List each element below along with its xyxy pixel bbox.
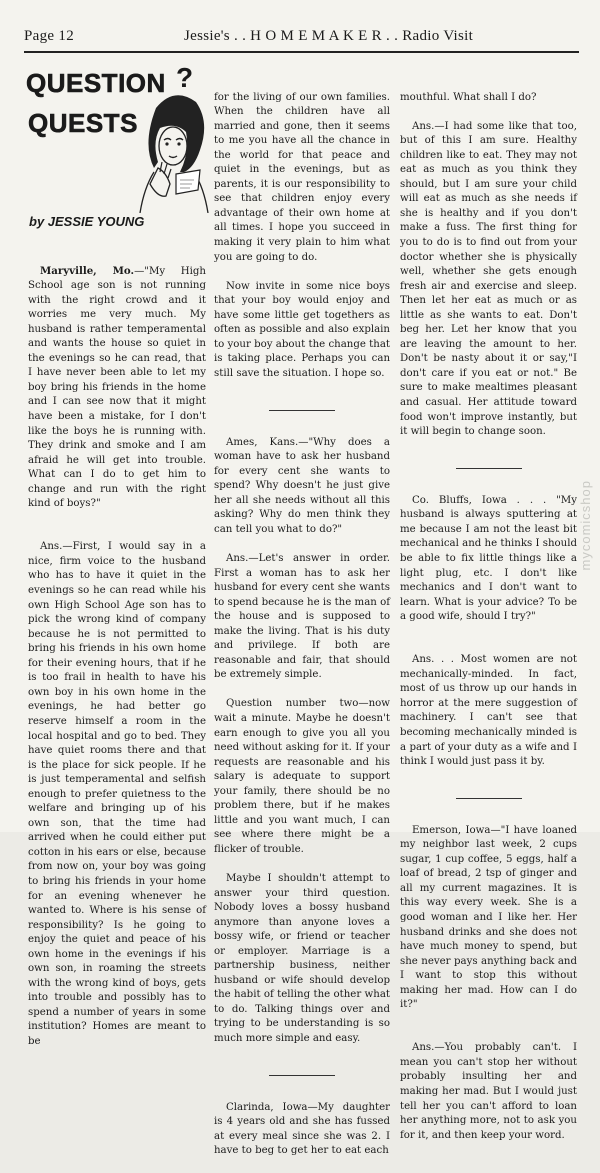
question-text: Clarinda, Iowa—My daughter is 4 years old and she has fussed at every meal since she was 2. I have to beg to get her to eat each (214, 1101, 390, 1157)
watermark: mycomicshop (578, 480, 593, 571)
answer-text: Ans.—You probably can't. I mean you can't stop her without probably insulting her and making her mad. But I would just tell her you can't afford to loan her anything more, not to ask you for it, and then keep your word. (400, 1042, 577, 1141)
question-text: Co. Bluffs, Iowa . . . "My husband is always sputtering at me because I am not the least bit mechanical and he thinks I should be able to fix little things like a light plug, etc. I don't like mechanics and I don't want to learn. What is your advice? To be a good wife, should I try?" (400, 494, 577, 623)
header-rule (24, 51, 579, 53)
answer-text: Ans. . . Most women are not mechanically-minded. In fact, most of us throw up our hands in horror at the mere suggestion of machinery. I can't see that becoming mechanically minded is a part of your duty as a wife and I think I would just pass it by. (400, 654, 577, 768)
section-divider (456, 468, 522, 469)
column-1 (28, 249, 206, 1064)
logo-line-1: QUESTION (26, 68, 166, 98)
question-place: Maryville, Mo. (40, 264, 135, 277)
column-logo (26, 62, 211, 246)
section-divider (269, 1075, 335, 1076)
column-2 (214, 76, 390, 1173)
column-3 (400, 76, 577, 1158)
question-continued: mouthful. What shall I do? (400, 91, 537, 103)
page-number: Page 12 (24, 28, 75, 44)
logo-line-2: QUESTS (28, 108, 138, 138)
logo-question-mark: ? (176, 62, 194, 93)
answer-text: Ans.—I had some like that too, but of this I am sure. Healthy children like to eat. They may not eat as much as you think they should, but I am sure your child will eat as much as she needs if she is healthy and if you don't make a fuss. The first thing for you to do is to find out from your doctor whether she is physically well, whether she gets enough fresh air and exercise and sleep. Then let her eat as much or as little as she wants to eat. Don't beg her. Let her know that you are leaving the amount to her. Don't be nasty about it or say,"I don't care if you eat or not." Be sure to make mealtimes pleasant and casual. Her attitude toward food won't improve instantly, but it will begin to change soon. (400, 120, 577, 438)
byline: by JESSIE YOUNG (29, 214, 145, 229)
magazine-title: Jessie's . . H O M E M A K E R . . Radio Visit (184, 28, 474, 44)
question-text: Emerson, Iowa—"I have loaned my neighbor last week, 2 cups sugar, 1 cup coffee, 5 eggs, half a loaf of bread, 2 tsp of ginger and all my current magazines. It is this way every week. She is a good woman and I like her. Her husband drinks and she does not have much money to spend, but she never pays anything back and I want to stop this without making her mad. How can I do it?" (400, 824, 577, 1011)
answer-text-3: Maybe I shouldn't attempt to answer your third question. Nobody loves a bossy husband anymore than anyone loves a bossy wife, or friend or teacher or employer. Marriage is a partnership business, neither husband or wife should develop the habit of telling the other what to do. Talking things over and trying to be understanding is so much more simple and easy. (214, 872, 390, 1044)
answer-continued-2: Now invite in some nice boys that your boy would enjoy and have some little get togethers as often as possible and also explain to your boy about the change that is taking place. Perhaps you can still save the situation. I hope so. (214, 280, 390, 379)
section-divider (456, 798, 522, 799)
answer-text: Ans.—First, I would say in a nice, firm voice to the husband who has to have it quiet in the evenings so he can read while his own High School Age son has to pick the wrong kind of company because he is not permitted to bring his friends in his own home for their evening hours, that if he is too frail in health to have his own boy in his own home in the evenings, he had better go reserve himself a room in the local hospital and go to bed. They have quiet rooms there and that is the place for sick people. If he is just temperamental and selfish enough to prefer quietness to the welfare and bringing up of his own son, that the time had arrived when he could either put cotton in his ears or else, because from now on, your boy was going to bring his friends in your home for an evening whenever he wanted to. Where is his sense of responsibility? Is he going to enjoy the quiet and peace of his own home in the evenings if his own son, in roaming the streets with the wrong kind of boys, gets into trouble and possibly has to spend a number of years in some institution? Homes are meant to be (28, 541, 206, 1047)
question-text: Ames, Kans.—"Why does a woman have to ask her husband for every cent she wants to spend? Why doesn't he just give her all she needs without all this asking? Why do men think they can tell you what to do?" (214, 436, 390, 535)
answer-continued: for the living of our own families. When the children have all married and gone, then it seems to me you have all the chance in the world for that peace and quiet in the evenings, but as parents, it is our responsibility to see that children enjoy every advantage of their own home at all times. I hope you succeed in making it very plain to him what you are going to do. (214, 91, 390, 263)
woman-illustration (136, 88, 211, 213)
question-text: —"My High School age son is not running with the right crowd and it worries me very much. My husband is rather temperamental and wants the house so quiet in the evenings so he can read, that I have never been able to let my boy bring his friends in the home and I can see now that it might have been a mistake, for I don't like the boys he is running with. They drink and smoke and I am afraid he will get into trouble. What can I do to get him to change and run with the right kind of boys?" (28, 265, 206, 510)
answer-text-2: Question number two—now wait a minute. Maybe he doesn't earn enough to give you all you need without asking for it. If your requests are reasonable and his salary is adequate to support your family, there should be no problem there, but if he makes little and you want much, I can see where there might be a flicker of trouble. (214, 698, 390, 855)
answer-text: Ans.—Let's answer in order. First a woman has to ask her husband for every cent she wants to spend because he is the man of the house and is supposed to make the living. That is his duty and privilege. If both are reasonable and fair, that should be extremely simple. (214, 552, 390, 681)
page-header (24, 28, 579, 50)
section-divider (269, 410, 335, 411)
